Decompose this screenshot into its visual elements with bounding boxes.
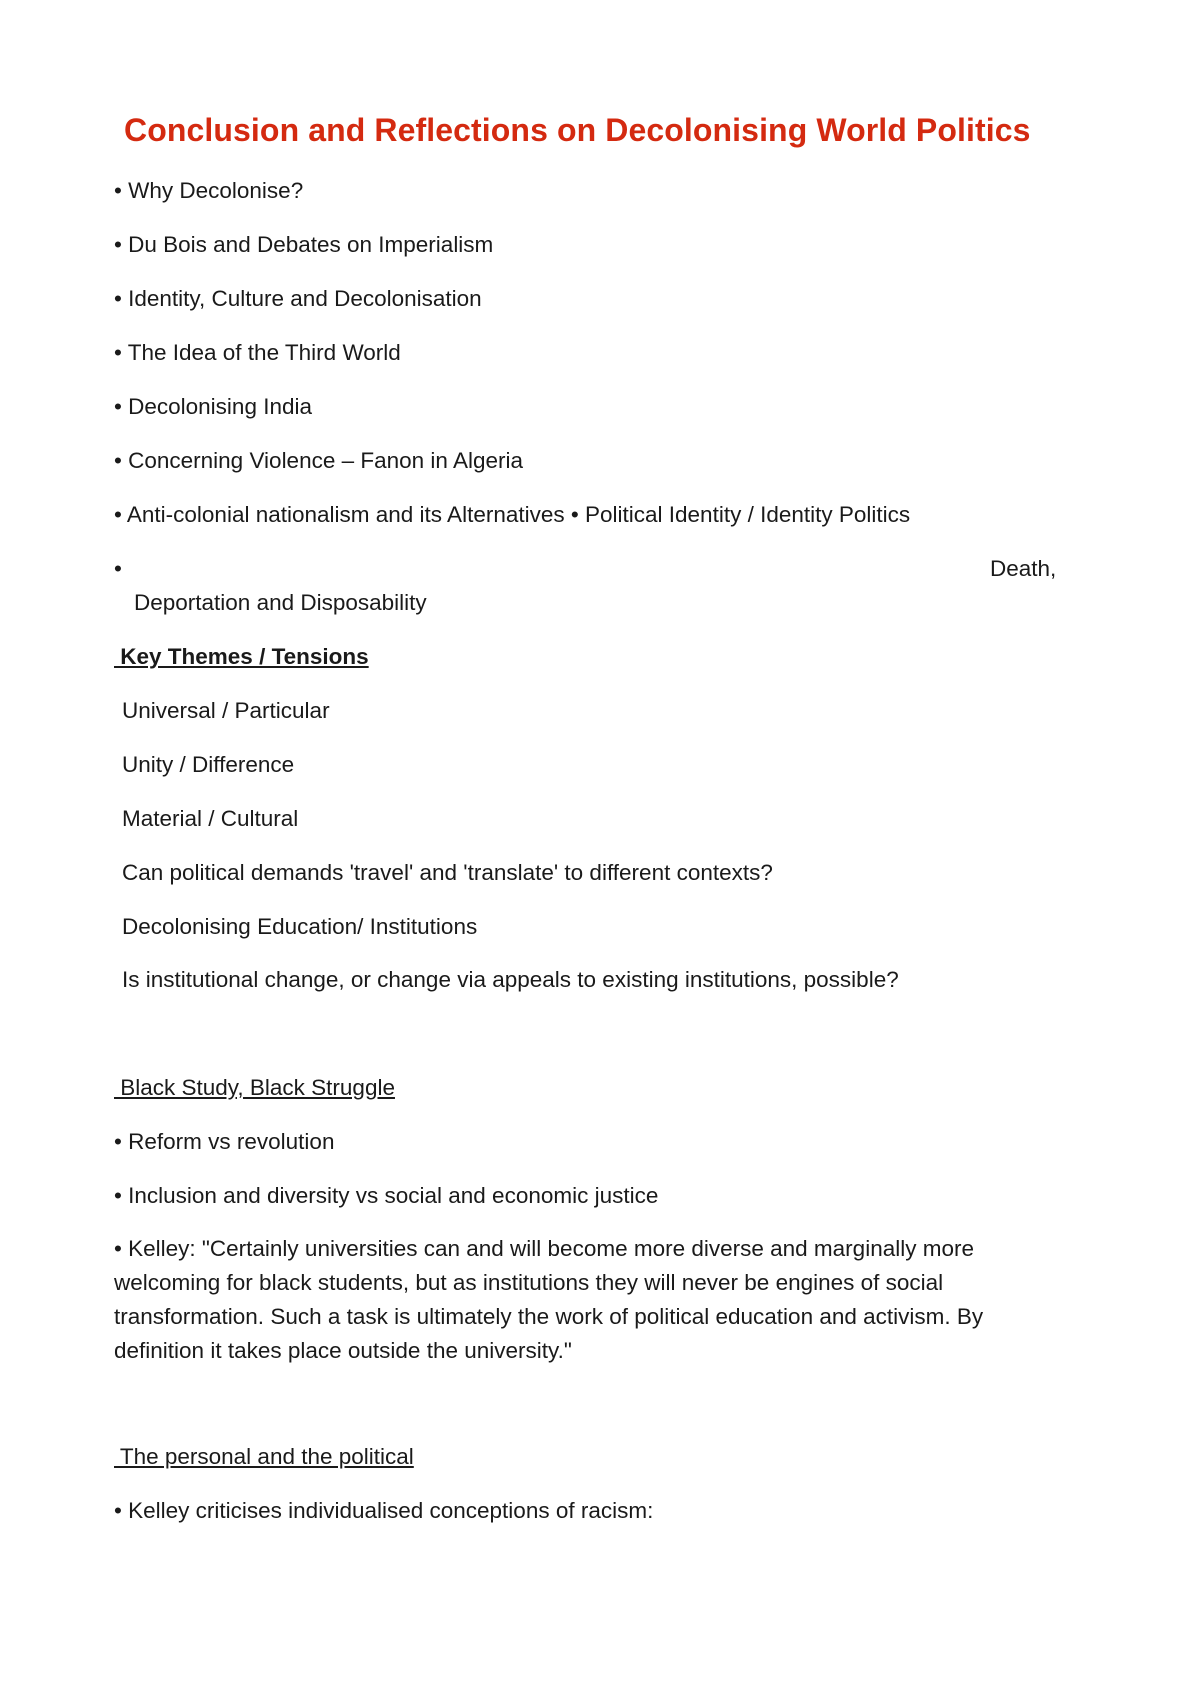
list-item-continuation: Deportation and Disposability xyxy=(134,590,427,615)
section-heading-key-themes: Key Themes / Tensions xyxy=(114,644,369,669)
list-item: • Concerning Violence – Fanon in Algeria xyxy=(114,448,523,473)
list-item: • Identity, Culture and Decolonisation xyxy=(114,286,482,311)
theme-item: Decolonising Education/ Institutions xyxy=(122,914,478,939)
list-item: • Du Bois and Debates on Imperialism xyxy=(114,232,494,257)
section-heading-personal-political: The personal and the political xyxy=(114,1444,414,1469)
list-item-justified-word: Death, xyxy=(990,556,1057,581)
list-item: • The Idea of the Third World xyxy=(114,340,401,365)
theme-item: Is institutional change, or change via appeals to existing institutions, possible? xyxy=(122,967,899,992)
kelley-quote: • Kelley: "Certainly universities can and will become more diverse and marginally more welcoming for black students, but as institutions they will never be engines of social transformation. Such a task is ultimately the work of political education and activism. By definition it takes place outside the university." xyxy=(114,1236,984,1363)
document-title: Conclusion and Reflections on Decolonising World Politics xyxy=(124,112,1031,148)
list-item: • Inclusion and diversity vs social and economic justice xyxy=(114,1183,659,1208)
list-item: • Kelley criticises individualised conceptions of racism: xyxy=(114,1498,654,1523)
list-item: • Reform vs revolution xyxy=(114,1129,335,1154)
section-heading-black-study: Black Study, Black Struggle xyxy=(114,1075,395,1100)
list-item: • Decolonising India xyxy=(114,394,312,419)
list-item: • Why Decolonise? xyxy=(114,178,304,203)
theme-item: Universal / Particular xyxy=(122,698,330,723)
theme-item: Unity / Difference xyxy=(122,752,295,777)
theme-item: Can political demands 'travel' and 'translate' to different contexts? xyxy=(122,860,773,885)
bullet-marker: • xyxy=(114,556,122,581)
theme-item: Material / Cultural xyxy=(122,806,299,831)
list-item: • Anti-colonial nationalism and its Alternatives • Political Identity / Identity Politics xyxy=(114,502,911,527)
